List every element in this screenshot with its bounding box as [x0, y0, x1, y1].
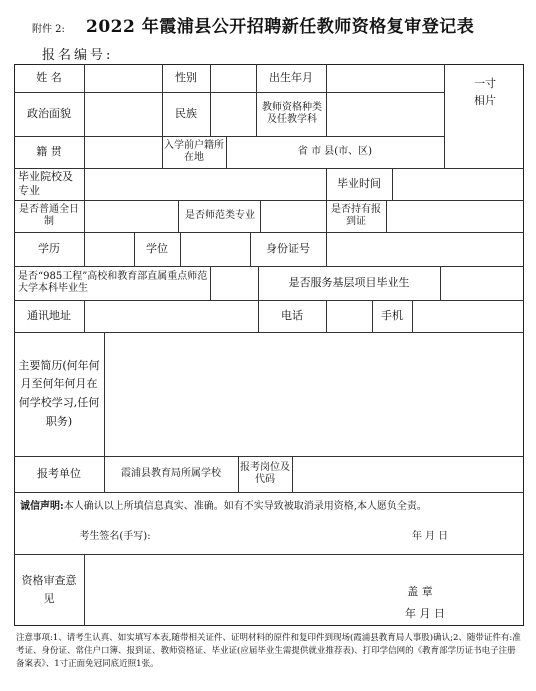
label-hukou: 入学前户籍所在地: [164, 139, 224, 163]
page-title: 2022 年霞浦县公开招聘新任教师资格复审登记表: [86, 17, 475, 37]
attachment-label: 附件 2:: [32, 24, 65, 35]
label-id-no: 身份证号: [266, 242, 310, 256]
field-unit[interactable]: 霞浦县教育局所属学校: [121, 467, 221, 479]
pledge-text: 本人确认以上所填信息真实、准确。如有不实导致被取消录用资格,本人愿负全责。: [63, 500, 427, 512]
field-degree[interactable]: [180, 232, 250, 266]
label-position: 报考岗位及代码: [240, 461, 290, 485]
field-key-univ[interactable]: [210, 266, 258, 300]
sign-date: 年 月 日: [411, 530, 449, 542]
field-report-cert[interactable]: [386, 200, 524, 232]
field-address[interactable]: [84, 300, 258, 332]
label-grad-time: 毕业时间: [337, 177, 381, 191]
label-origin: 籍 贯: [36, 145, 62, 159]
label-school: 毕业院校及专业: [18, 170, 73, 197]
label-normal: 是否师范类专业: [185, 209, 255, 221]
field-school[interactable]: [84, 168, 326, 200]
pledge-label: 诚信声明:: [20, 500, 64, 512]
sign-label: 考生签名(手写):: [79, 530, 151, 542]
field-hukou[interactable]: 省 市 县(市、区): [297, 145, 373, 157]
field-gender[interactable]: [210, 64, 256, 92]
field-grassroots[interactable]: [440, 266, 524, 300]
label-degree: 学位: [146, 242, 168, 256]
label-address: 通讯地址: [27, 309, 71, 323]
pledge: [20, 498, 520, 516]
notes: 注意事项:1、请考生认真、如实填写本表,随带相关证件、证明材料的原件和复印件到现场(霞浦县教育局人事股)确认;2、随带证件有:准考证、身份证、常住户口簿、报到证、教师资格证、毕业证(应届毕业生需提供就业推荐表)、打印学信网的《教育部学历证书电子注册备案表》、1寸正面免冠同底近照1张。: [16, 633, 521, 669]
field-id-no[interactable]: [326, 232, 524, 266]
label-review: 资格审查意见: [21, 574, 77, 605]
field-birth[interactable]: [326, 64, 444, 92]
label-mobile: 手机: [381, 309, 403, 323]
label-gender: 性别: [175, 71, 197, 85]
field-grad-time[interactable]: [392, 168, 524, 200]
label-name: 姓 名: [36, 71, 62, 85]
field-name[interactable]: [84, 64, 162, 92]
label-ethnic: 民族: [175, 107, 197, 121]
label-political: 政治面貌: [27, 107, 71, 121]
label-education: 学历: [38, 242, 60, 256]
label-resume: 主要简历(何年何月至何年何月在何学校学习,任何职务): [18, 358, 100, 428]
field-fulltime[interactable]: [84, 200, 178, 232]
field-origin[interactable]: [84, 136, 162, 168]
label-birth: 出生年月: [269, 71, 313, 85]
label-phone: 电话: [281, 309, 303, 323]
field-mobile[interactable]: [412, 300, 524, 332]
label-report-cert: 是否持有报到证: [331, 203, 381, 227]
label-grassroots: 是否服务基层项目毕业生: [288, 276, 410, 290]
registration-number-label: 报名编号:: [42, 48, 114, 63]
field-position[interactable]: [292, 456, 524, 492]
field-cert-type[interactable]: [326, 92, 444, 136]
label-fulltime: 是否普通全日制: [19, 203, 79, 227]
title-bar: [0, 8, 536, 38]
label-key-univ: 是否“985工程”高校和教育部直属重点师范大学本科毕业生: [18, 270, 208, 294]
field-education[interactable]: [84, 232, 134, 266]
label-unit: 报考单位: [37, 467, 81, 481]
label-cert-type: 教师资格种类及任教学科: [262, 101, 322, 125]
photo-label: 一寸相片: [474, 77, 496, 107]
review-date: 年 月 日: [405, 607, 445, 621]
field-political[interactable]: [84, 92, 162, 136]
field-normal[interactable]: [260, 200, 326, 232]
field-phone[interactable]: [326, 300, 372, 332]
seal-label: 盖 章: [407, 585, 433, 599]
field-resume[interactable]: [104, 332, 524, 456]
field-ethnic[interactable]: [210, 92, 256, 136]
